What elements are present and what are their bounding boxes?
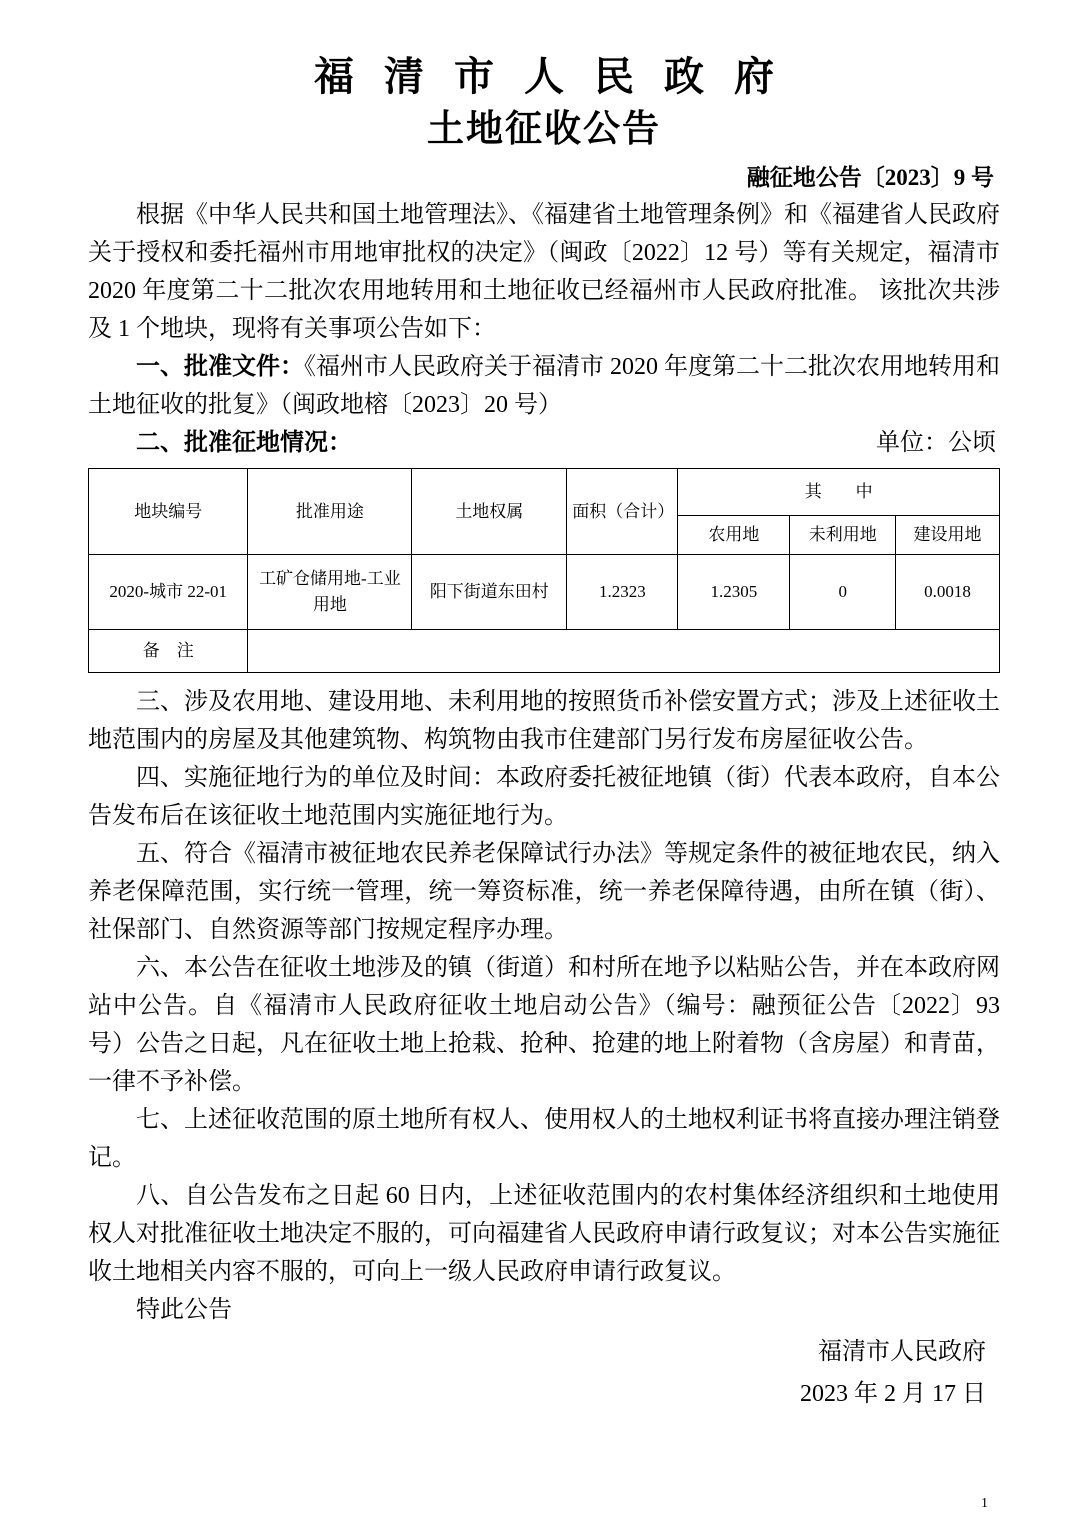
page-number: 1: [981, 1496, 988, 1511]
col-header-ownership: 土地权属: [412, 469, 567, 555]
table-row: [89, 555, 1000, 630]
cell-farmland: 1.2305: [678, 555, 790, 630]
paragraph-intro: 根据《中华人民共和国土地管理法》、《福建省土地管理条例》和《福建省人民政府关于授权和委托福州市用地审批权的决定》（闽政〔2022〕12 号）等有关规定，福清市 2020 年度第二十二批次农用地转用和土地征收已经福州市人民政府批准。 该批次共涉及 1 个地块，现将有关事项公告如下：: [88, 202, 1000, 342]
col-header-breakdown: 其 中: [678, 469, 1000, 516]
document-title: 土地征收公告: [427, 109, 661, 150]
cell-ownership: 阳下街道东田村: [412, 555, 567, 630]
paragraph-section-5: 五、符合《福清市被征地农民养老保障试行办法》等规定条件的被征地农民，纳入养老保障范围，实行统一管理，统一筹资标准，统一养老保障待遇，由所在镇（街）、社保部门、自然资源等部门按规定程序办理。: [88, 841, 1000, 943]
signature-date: 2023 年 2 月 17 日: [800, 1381, 986, 1407]
approved-land-table: [88, 468, 1000, 673]
section2-heading-row: [88, 424, 1000, 462]
section1-text: 《福州市人民政府关于福清市 2020 年度第二十二批次农用地转用和土地征收的批复》（闽政地榕〔2023〕20 号）: [88, 354, 1000, 418]
cell-construction-land: 0.0018: [896, 555, 1000, 630]
doc-number: 融征地公告〔2023〕9 号: [746, 165, 994, 190]
table-remark-row: [89, 630, 1000, 673]
section1-label: 一、批准文件：: [136, 354, 304, 380]
paragraph-section-8: 八、自公告发布之日起 60 日内，上述征收范围内的农村集体经济组织和土地使用权人对批准征收土地决定不服的，可向福建省人民政府申请行政复议；对本公告实施征收土地相关内容不服的，可向上一级人民政府申请行政复议。: [88, 1183, 1000, 1285]
paragraph-section-7: 七、上述征收范围的原土地所有权人、使用权人的土地权利证书将直接办理注销登记。: [88, 1107, 1000, 1171]
remark-label: 备 注: [89, 630, 248, 673]
col-header-construction-land: 建设用地: [896, 516, 1000, 555]
cell-plot-id: 2020-城市 22-01: [89, 555, 248, 630]
col-header-approved-use: 批准用途: [248, 469, 412, 555]
col-header-farmland: 农用地: [678, 516, 790, 555]
paragraph-section-1: [88, 348, 1000, 424]
col-header-area-total: 面积（合计）: [567, 469, 678, 555]
col-header-plot-id: 地块编号: [89, 469, 248, 555]
signature-org: 福清市人民政府: [818, 1339, 986, 1365]
cell-area-total: 1.2323: [567, 555, 678, 630]
signature-block: [88, 1331, 1000, 1415]
paragraph-section-4: 四、实施征地行为的单位及时间：本政府委托被征地镇（街）代表本政府，自本公告发布后在该征收土地范围内实施征地行为。: [88, 765, 1000, 829]
col-header-unused-land: 未利用地: [790, 516, 896, 555]
cell-unused-land: 0: [790, 555, 896, 630]
remark-value: [248, 630, 1000, 673]
table-header-row: [89, 469, 1000, 516]
closing-statement: 特此公告: [136, 1297, 232, 1323]
org-title: 福 清 市 人 民 政 府: [314, 54, 784, 99]
paragraph-section-6: 六、本公告在征收土地涉及的镇（街道）和村所在地予以粘贴公告，并在本政府网站中公告。自《福清市人民政府征收土地启动公告》（编号：融预征公告〔2022〕93 号）公告之日起，凡在征收土地上抢栽、抢种、抢建的地上附着物（含房屋）和青苗，一律不予补偿。: [88, 955, 1000, 1095]
unit-label: 单位：公顷: [876, 430, 996, 456]
cell-approved-use: 工矿仓储用地-工业用地: [248, 555, 412, 630]
section2-label: 二、批准征地情况：: [136, 430, 352, 456]
paragraph-section-3: 三、涉及农用地、建设用地、未利用地的按照货币补偿安置方式；涉及上述征收土地范围内的房屋及其他建筑物、构筑物由我市住建部门另行发布房屋征收公告。: [88, 689, 1000, 753]
